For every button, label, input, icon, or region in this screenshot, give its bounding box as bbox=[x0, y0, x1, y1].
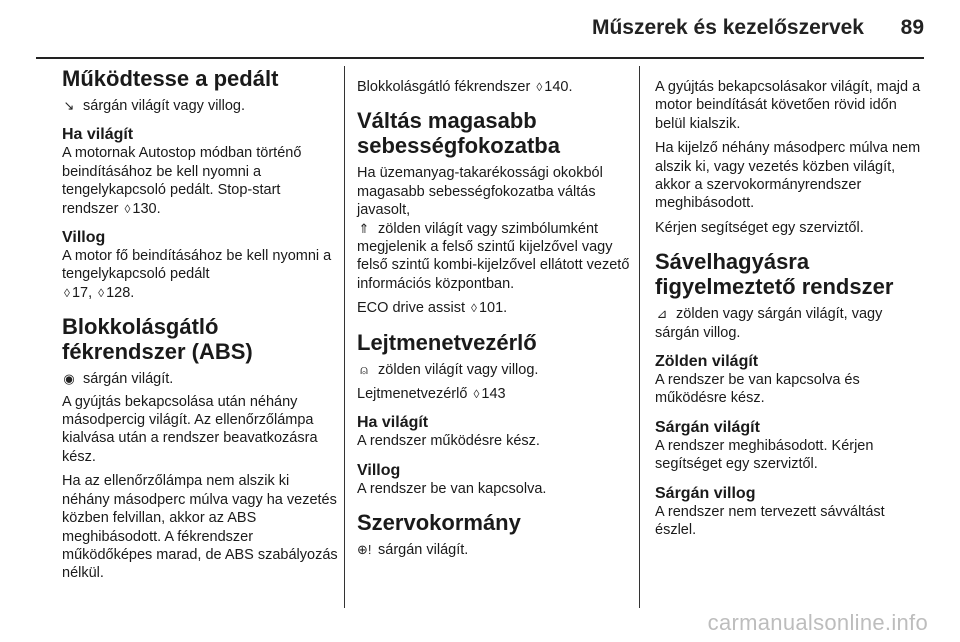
page-ref-icon: ◊ bbox=[124, 201, 131, 216]
upshift-icon: ⇑ bbox=[358, 220, 370, 236]
upshift-text-b: zölden világít vagy szimbólumként megjelenik a felső szintű kijelzővel vagy felső szintű kombi-kijelzővel ellátott vezető információs központban. bbox=[357, 220, 630, 292]
lane-departure-icon: ⊿ bbox=[656, 306, 668, 322]
page-ref-icon: ◊ bbox=[473, 387, 480, 402]
lane-title-line-1: Sávelhagyásra bbox=[655, 249, 810, 275]
lane-green-text: A rendszer be van kapcsolva és működésre kész. bbox=[655, 372, 860, 407]
subheading-flashing: Villog bbox=[357, 461, 401, 479]
steering-paragraph-3: Kérjen segítséget egy szerviztől. bbox=[655, 219, 864, 236]
header-divider bbox=[36, 57, 924, 59]
subheading-flashing: Villog bbox=[62, 229, 106, 247]
page-number: 89 bbox=[900, 16, 924, 39]
descent-control-icon: ⍝ bbox=[360, 361, 368, 377]
section-title-descent: Lejtmenetvezérlő bbox=[357, 329, 537, 355]
pedal-flash-ref-1[interactable]: 17, bbox=[71, 284, 93, 301]
abs-title-line-2: fékrendszer (ABS) bbox=[62, 339, 253, 365]
page-ref-icon: ◊ bbox=[64, 285, 70, 300]
lane-status-text: zölden vagy sárgán világít, vagy sárgán villog. bbox=[655, 306, 883, 341]
pedal-status-text: sárgán világít vagy villog. bbox=[79, 98, 246, 114]
column-3 bbox=[655, 66, 925, 546]
section-title-upshift bbox=[357, 108, 633, 158]
subheading-lit: Ha világít bbox=[357, 414, 429, 432]
section-title-power-steering: Szervokormány bbox=[357, 510, 521, 536]
steering-paragraph-1: A gyújtás bekapcsolásakor világít, majd a motor beindítását követően rövid időn belül kialszik. bbox=[655, 79, 921, 132]
lane-yellow-text: A rendszer meghibásodott. Kérjen segítséget egy szerviztől. bbox=[655, 437, 874, 473]
abs-intro-ref[interactable]: 140. bbox=[544, 79, 573, 95]
lane-title-line-2: figyelmeztető rendszer bbox=[655, 274, 894, 300]
descent-flash-text: A rendszer be van kapcsolva. bbox=[357, 480, 547, 497]
section-title-pedal: Működtesse a pedált bbox=[62, 66, 279, 91]
power-steering-icon: ⊕! bbox=[357, 542, 372, 558]
abs-status-text: sárgán világít. bbox=[79, 371, 174, 388]
abs-icon: ◉ bbox=[63, 371, 75, 387]
steering-paragraph-2: Ha kijelző néhány másodperc múlva nem alszik ki, vagy vezetés közben világít, akkor a szervokormányrendszer meghibásodott. bbox=[655, 140, 921, 212]
watermark: carmanualsonline.info bbox=[707, 610, 928, 635]
abs-paragraph-1: A gyújtás bekapcsolása után néhány másodpercig világít. Az ellenőrzőlámpa kialvása után a rendszer beavatkozásra kész. bbox=[62, 393, 318, 465]
subheading-yellow-lit: Sárgán világít bbox=[655, 418, 760, 436]
column-divider-1 bbox=[344, 66, 345, 608]
header-title: Műszerek és kezelőszervek bbox=[591, 16, 864, 39]
eco-drive-text: ECO drive assist bbox=[357, 300, 465, 317]
steering-status-text: sárgán világít. bbox=[374, 542, 469, 559]
pedal-flash-text: A motor fő beindításához be kell nyomni a tengelykapcsoló pedált bbox=[62, 248, 332, 283]
descent-text: Lejtmenetvezérlő bbox=[357, 386, 468, 403]
clutch-pedal-icon: ↘ bbox=[63, 98, 75, 113]
page-ref-icon: ◊ bbox=[98, 285, 105, 300]
descent-lit-text: A rendszer működésre kész. bbox=[357, 433, 540, 450]
eco-drive-ref[interactable]: 101. bbox=[478, 300, 508, 317]
page-ref-icon: ◊ bbox=[536, 80, 543, 94]
abs-title-line-1: Blokkolásgátló bbox=[62, 314, 219, 340]
descent-ref[interactable]: 143 bbox=[481, 386, 506, 403]
upshift-text-a: Ha üzemanyag-takarékossági okokból magasabb sebességfokozatba váltás javasolt, bbox=[357, 165, 603, 219]
subheading-yellow-flashing: Sárgán villog bbox=[655, 484, 756, 502]
subheading-green-lit: Zölden világít bbox=[655, 353, 759, 371]
pedal-lit-ref[interactable]: 130. bbox=[132, 200, 161, 217]
column-1 bbox=[62, 66, 338, 589]
column-2 bbox=[357, 66, 633, 566]
subheading-lit: Ha világít bbox=[62, 126, 134, 144]
column-divider-2 bbox=[639, 66, 640, 608]
section-title-lane-departure bbox=[655, 249, 925, 299]
pedal-flash-ref-2[interactable]: 128. bbox=[106, 284, 135, 301]
descent-status-text: zölden világít vagy villog. bbox=[374, 361, 539, 378]
page-header bbox=[0, 0, 960, 62]
lane-yellow-flash-text: A rendszer nem tervezett sávváltást észlel. bbox=[655, 503, 885, 539]
abs-intro-text: Blokkolásgátló fékrendszer bbox=[357, 79, 531, 95]
upshift-title-line-2: sebességfokozatba bbox=[357, 133, 560, 159]
page-ref-icon: ◊ bbox=[471, 301, 477, 316]
upshift-title-line-1: Váltás magasabb bbox=[357, 108, 537, 134]
pedal-lit-text: A motornak Autostop módban történő beindításához be kell nyomni a tengelykapcsoló pedált. Stop-start rendszer bbox=[62, 145, 302, 217]
abs-paragraph-2: Ha az ellenőrzőlámpa nem alszik ki néhány másodperc múlva vagy ha vezetés közben felvillan, akkor az ABS meghibásodott. A fékrendszer működőképes marad, de ABS szabályozás nélkül. bbox=[62, 473, 338, 582]
section-title-abs bbox=[62, 314, 338, 364]
